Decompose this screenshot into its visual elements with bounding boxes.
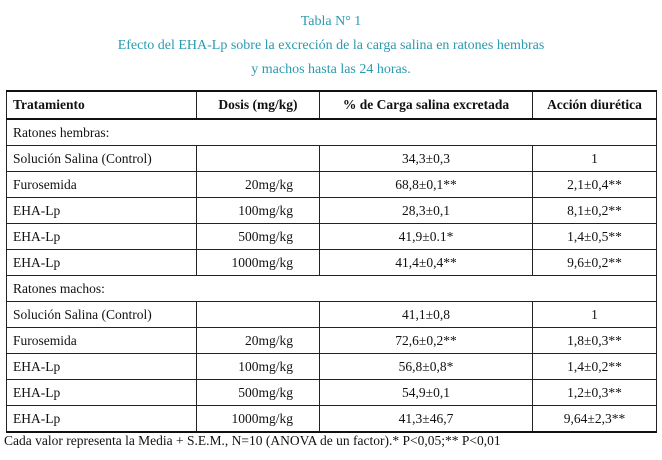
results-table: [6, 90, 657, 433]
table-row: [7, 354, 657, 380]
header-saline-excreted: % de Carga salina excretada: [320, 91, 533, 119]
treatment-cell: Furosemida: [7, 172, 197, 198]
saline-excreted-cell: 56,8±0,8*: [320, 354, 533, 380]
table-row: [7, 146, 657, 172]
dose-cell: 1000mg/kg: [197, 250, 320, 276]
dose-cell: [197, 302, 320, 328]
saline-excreted-cell: 41,3±46,7: [320, 406, 533, 433]
diuretic-action-cell: 1: [533, 302, 657, 328]
diuretic-action-cell: 1,4±0,5**: [533, 224, 657, 250]
dose-cell: 20mg/kg: [197, 172, 320, 198]
saline-excreted-cell: 34,3±0,3: [320, 146, 533, 172]
treatment-cell: EHA-Lp: [7, 406, 197, 433]
diuretic-action-cell: 1,8±0,3**: [533, 328, 657, 354]
diuretic-action-cell: 1: [533, 146, 657, 172]
table-row: [7, 198, 657, 224]
header-row: [7, 91, 657, 119]
table-row: [7, 250, 657, 276]
dose-cell: 1000mg/kg: [197, 406, 320, 433]
saline-excreted-cell: 41,9±0.1*: [320, 224, 533, 250]
table-row: [7, 406, 657, 433]
dose-cell: [197, 146, 320, 172]
dose-cell: 100mg/kg: [197, 198, 320, 224]
table-number: Tabla N° 1: [300, 14, 362, 29]
saline-excreted-cell: 41,1±0,8: [320, 302, 533, 328]
table-caption-line-1: Efecto del EHA-Lp sobre la excreción de la carga salina en ratones hembras: [117, 38, 545, 53]
saline-excreted-cell: 68,8±0,1**: [320, 172, 533, 198]
table-caption-line-2: y machos hasta las 24 horas.: [251, 62, 411, 77]
saline-excreted-cell: 54,9±0,1: [320, 380, 533, 406]
table-row: [7, 328, 657, 354]
dose-cell: 500mg/kg: [197, 224, 320, 250]
saline-excreted-cell: 41,4±0,4**: [320, 250, 533, 276]
treatment-cell: EHA-Lp: [7, 250, 197, 276]
diuretic-action-cell: 9,64±2,3**: [533, 406, 657, 433]
table-row: [7, 380, 657, 406]
dose-cell: 100mg/kg: [197, 354, 320, 380]
diuretic-action-cell: 1,4±0,2**: [533, 354, 657, 380]
treatment-cell: EHA-Lp: [7, 198, 197, 224]
diuretic-action-cell: 9,6±0,2**: [533, 250, 657, 276]
section-row: [7, 276, 657, 302]
section-label: Ratones hembras:: [7, 119, 657, 146]
treatment-cell: Solución Salina (Control): [7, 146, 197, 172]
treatment-cell: EHA-Lp: [7, 224, 197, 250]
header-treatment: Tratamiento: [7, 91, 197, 119]
header-dose: Dosis (mg/kg): [197, 91, 320, 119]
diuretic-action-cell: 1,2±0,3**: [533, 380, 657, 406]
table-body: [7, 119, 657, 432]
treatment-cell: EHA-Lp: [7, 354, 197, 380]
section-row: [7, 119, 657, 146]
treatment-cell: Solución Salina (Control): [7, 302, 197, 328]
footnote: Cada valor representa la Media + S.E.M., N=10 (ANOVA de un factor).* P<0,05;** P<0,01: [4, 433, 501, 448]
header-diuretic-action: Acción diurética: [533, 91, 657, 119]
dose-cell: 20mg/kg: [197, 328, 320, 354]
treatment-cell: Furosemida: [7, 328, 197, 354]
section-label: Ratones machos:: [7, 276, 657, 302]
table-row: [7, 224, 657, 250]
treatment-cell: EHA-Lp: [7, 380, 197, 406]
saline-excreted-cell: 28,3±0,1: [320, 198, 533, 224]
dose-cell: 500mg/kg: [197, 380, 320, 406]
table-row: [7, 172, 657, 198]
saline-excreted-cell: 72,6±0,2**: [320, 328, 533, 354]
table-row: [7, 302, 657, 328]
diuretic-action-cell: 8,1±0,2**: [533, 198, 657, 224]
diuretic-action-cell: 2,1±0,4**: [533, 172, 657, 198]
